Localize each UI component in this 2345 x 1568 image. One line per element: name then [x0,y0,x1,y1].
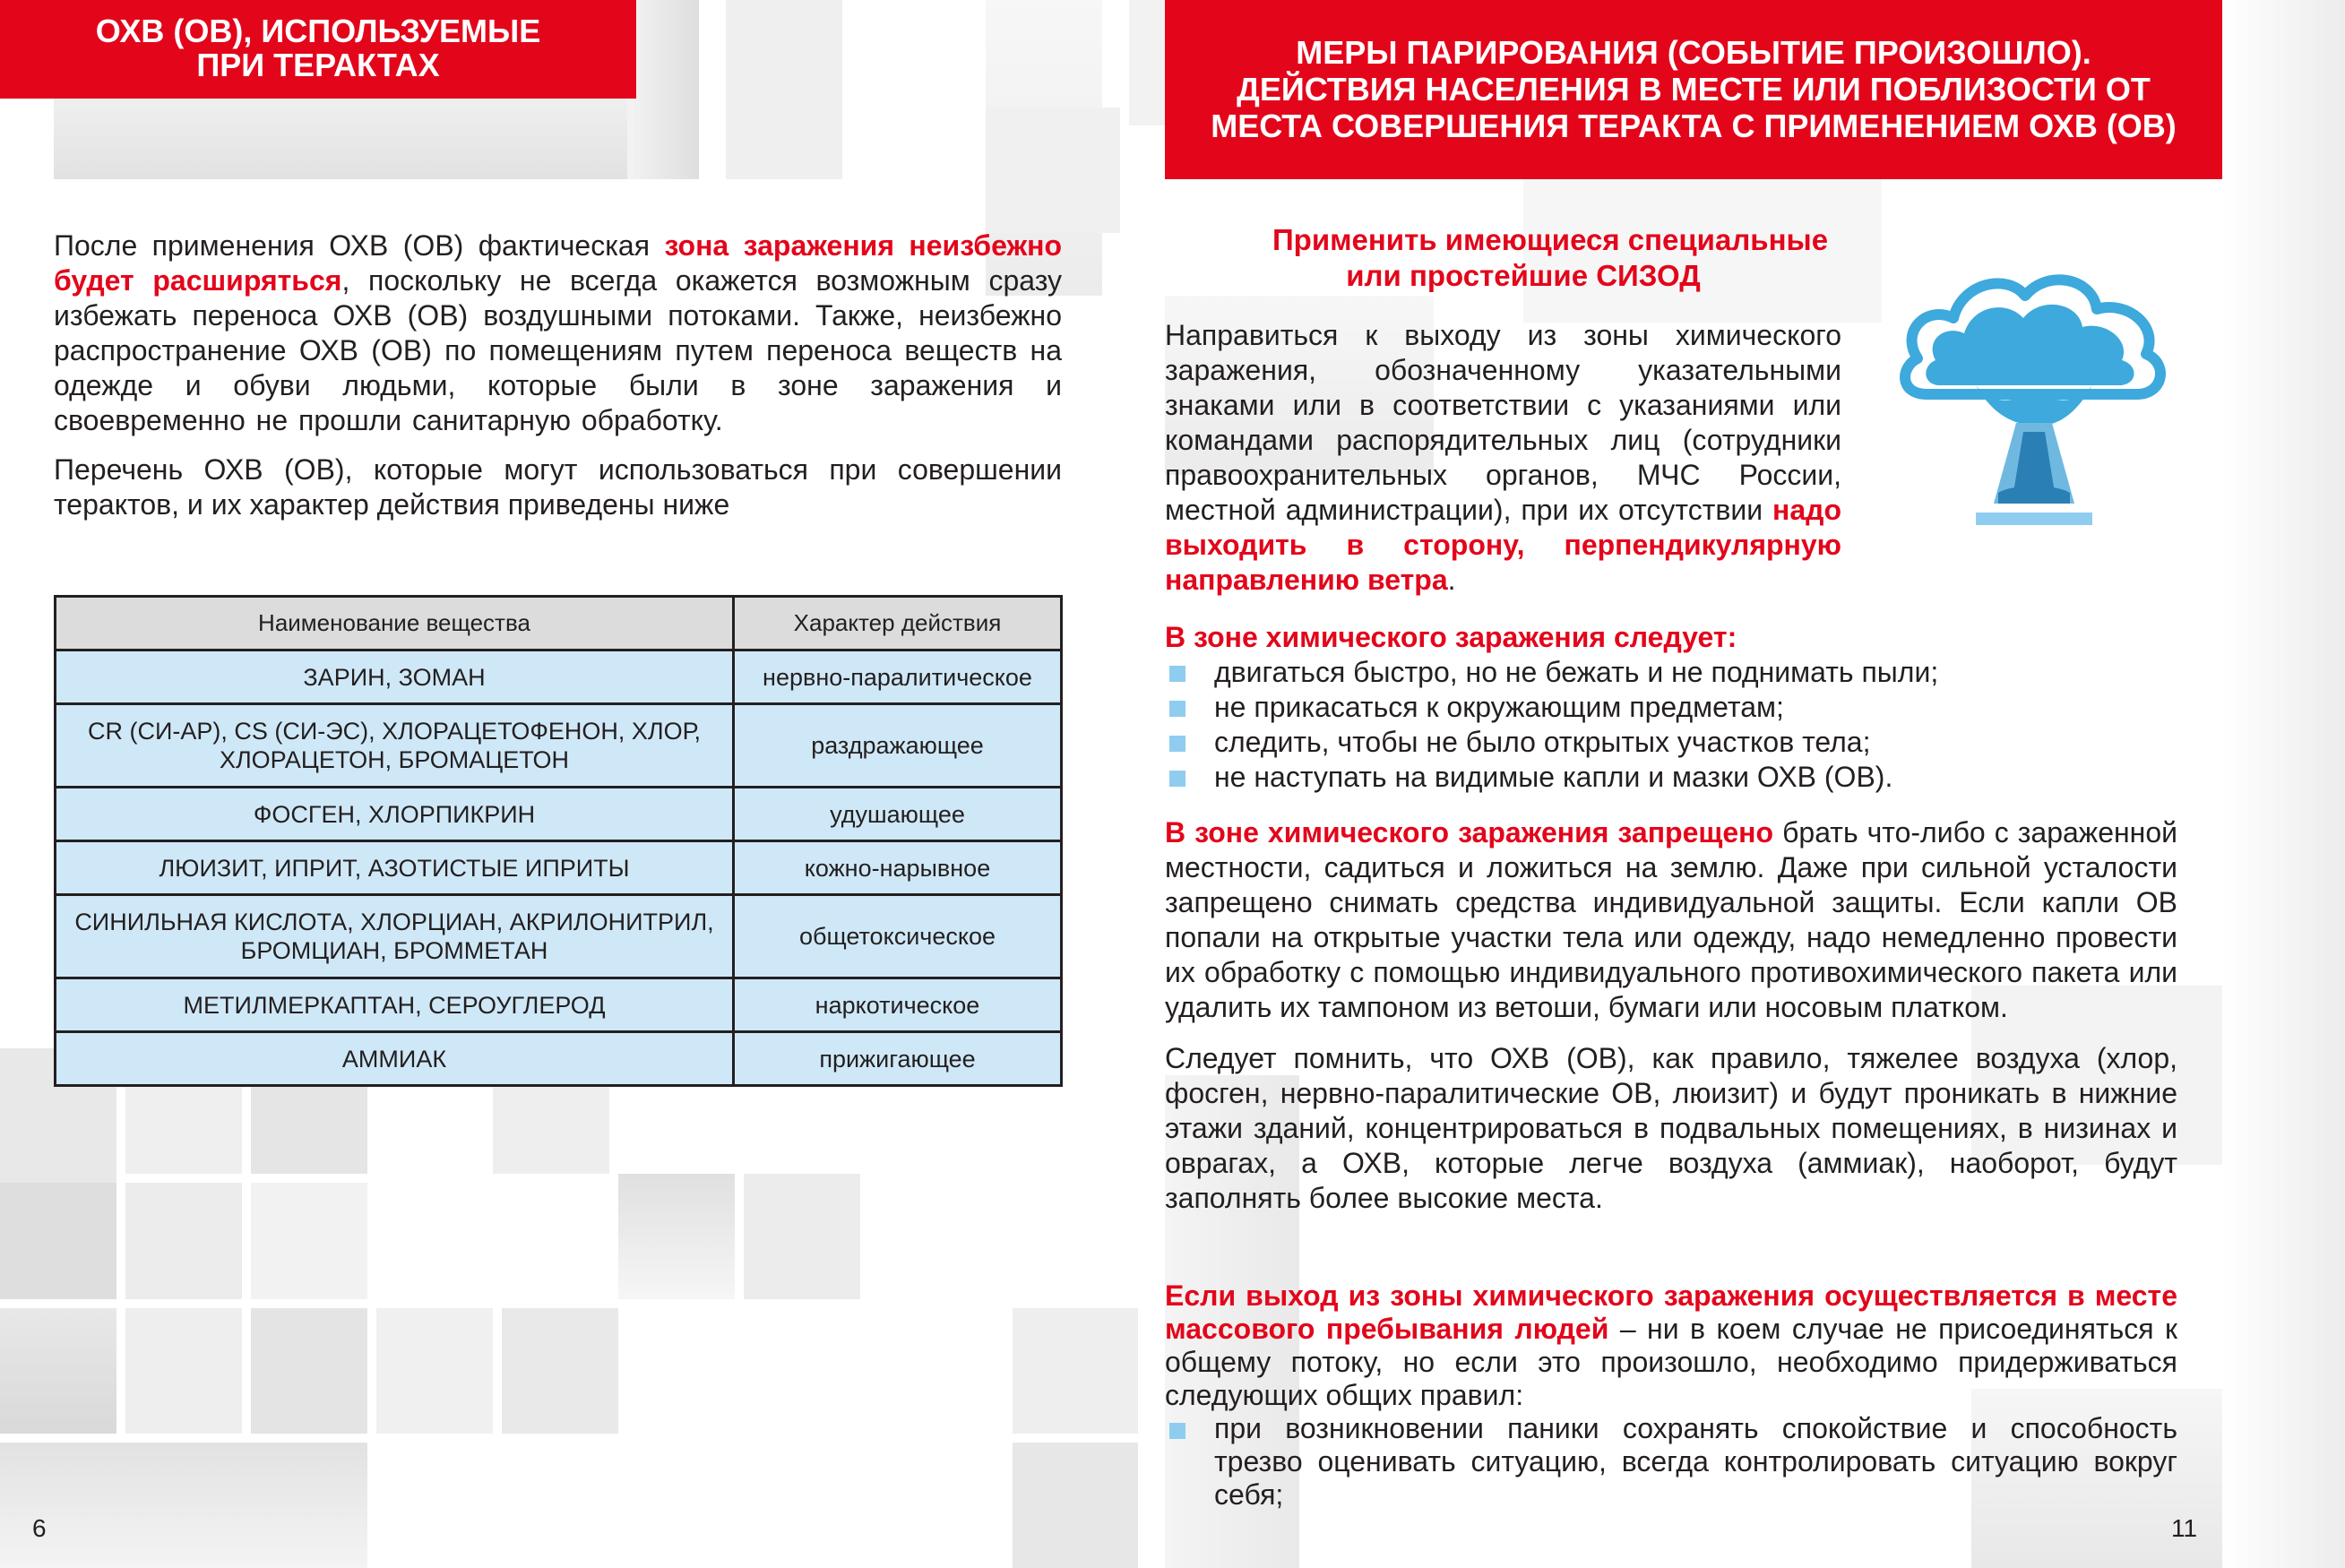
table-row [56,978,1062,1032]
list-item: не наступать на видимые капли и мазки ОХВ (ОВ). [1165,760,2186,795]
list-item: не прикасаться к окружающим предметам; [1165,690,2186,725]
page-number: 6 [32,1514,47,1542]
list-item: двигаться быстро, но не бежать и не поднимать пыли; [1165,655,2186,690]
header-line: МЕСТА СОВЕРШЕНИЯ ТЕРАКТА С ПРИМЕНЕНИЕМ ОХВ (ОВ) [1211,108,2177,144]
substance-cell: CR (СИ-АР), CS (СИ-ЭС), ХЛОРАЦЕТОФЕНОН, ХЛОР, ХЛОРАЦЕТОН, БРОМАЦЕТОН [56,704,734,788]
forbidden-heading: В зоне химического заражения запрещено [1165,816,1774,849]
substance-cell: ЗАРИН, ЗОМАН [56,650,734,704]
spread-paragraph: После применения ОХВ (ОВ) фактическая зона заражения неизбежно будет расширяться, поскольку не всегда окажется возможным сразу избежать переноса ОХВ (ОВ) воздушными потоками. Также, неизбежно распространение ОХВ (ОВ) по помещениям путем переноса веществ на одежде и обуви людьми, которые были в зоне заражения и своевременно не прошли санитарную обработку. [54,229,1063,436]
page-number: 11 [2171,1514,2198,1542]
substance-cell: СИНИЛЬНАЯ КИСЛОТА, ХЛОРЦИАН, АКРИЛОНИТРИЛ, БРОМЦИАН, БРОММЕТАН [56,895,734,978]
action-cell: раздражающее [734,704,1062,788]
crowd-section: Если выход из зоны химического заражения осуществляется в месте массового пребывания людей – ни в коем случае не присоединяться к общему потоку, но если это произошло, необходимо придерживаться следующих общих правил: при возникновении паники сохранять спокойствие и способность трезво оценивать ситуацию, всегда контролировать ситуацию вокруг себя; [1165,1279,2178,1511]
bullet-square-icon [1169,1423,1185,1439]
header-line: МЕРЫ ПАРИРОВАНИЯ (СОБЫТИЕ ПРОИЗОШЛО). [1296,34,2091,71]
should-section [1165,620,2186,795]
table-row [56,704,1062,788]
crowd-heading: Если выход из зоны химического заражения осуществляется в месте массового пребывания людей [1165,1279,2177,1345]
action-cell: удушающее [734,788,1062,841]
substance-cell: МЕТИЛМЕРКАПТАН, СЕРОУГЛЕРОД [56,978,734,1032]
right-page-header [1165,0,2222,179]
sizod-heading: Применить имеющиеся специальные или простейшие СИЗОД [1272,223,1829,292]
list-item: следить, чтобы не было открытых участков тела; [1165,725,2186,760]
should-heading: В зоне химического заражения следует: [1165,621,1737,653]
table-row [56,841,1062,895]
remember-paragraph: Следует помнить, что ОХВ (ОВ), как правило, тяжелее воздуха (хлор, фосген, нервно-паралитические ОВ, люизит) и будут проникать в нижние этажи зданий, концентрироваться в подвальных помещениях, в низинах и оврагах, а ОХВ, которые легче воздуха (аммиак), наоборот, будут заполнять более высокие места. [1165,1042,2177,1214]
header-line: ДЕЙСТВИЯ НАСЕЛЕНИЯ В МЕСТЕ ИЛИ ПОБЛИЗОСТИ ОТ [1237,71,2151,108]
wind-warning: надо выходить в сторону, перпендикулярную направлению ветра [1165,494,1841,596]
bullet-square-icon [1169,771,1185,787]
list-intro-paragraph: Перечень ОХВ (ОВ), которые могут использоваться при совершении терактов, и их характер действия приведены ниже [54,453,1062,521]
list-item: при возникновении паники сохранять спокойствие и способность трезво оценивать ситуацию, всегда контролировать ситуацию вокруг себя; [1165,1412,2177,1512]
substances-table [54,595,1063,1087]
table-row [56,788,1062,841]
left-intro-text [54,228,1062,522]
should-list [1165,655,2186,795]
action-cell: прижигающее [734,1032,1062,1086]
action-cell: кожно-нарывное [734,841,1062,895]
column-header: Характер действия [734,597,1062,650]
mushroom-cloud-icon [1891,269,2177,538]
left-page-header [0,0,636,99]
table-row [56,1032,1062,1086]
action-cell: наркотическое [734,978,1062,1032]
bullet-square-icon [1169,701,1185,717]
exit-direction-text: Направиться к выходу из зоны химического заражения, обозначенному указательными знаками или в соответствии с указаниями или командами распорядительных лиц (сотрудники правоохранительных органов, МЧС России, местной администрации), при их отсутствии надо выходить в сторону, перпендикулярную направлению ветра. [1165,319,1841,596]
forbidden-section: В зоне химического заражения запрещено брать что-либо с зараженной местности, садиться и ложиться на землю. Даже при сильной усталости запрещено снимать средства индивидуальной защиты. Если капли ОВ попали на открытые участки тела или одежду, надо немедленно провести их обработку с помощью индивидуального противохимического пакета или удалить их тампоном из ветоши, бумаги или носовым платком. Следует помнить, что ОХВ (ОВ), как правило, тяжелее воздуха (хлор, фосген, нервно-паралитические ОВ, люизит) и будут проникать в нижние этажи зданий, концентрироваться в подвальных помещениях, в низинах и оврагах, а ОХВ, которые легче воздуха (аммиак), наоборот, будут заполнять более высокие места. [1165,816,2178,1214]
action-cell: общетоксическое [734,895,1062,978]
bullet-square-icon [1169,666,1185,682]
header-line: ОХВ (ОВ), ИСПОЛЬЗУЕМЫЕ [95,13,541,49]
bullet-square-icon [1169,736,1185,752]
crowd-list [1165,1412,2177,1512]
table-header-row [56,597,1062,650]
column-header: Наименование вещества [56,597,734,650]
action-cell: нервно-паралитическое [734,650,1062,704]
substance-cell: АММИАК [56,1032,734,1086]
table-row [56,650,1062,704]
substance-cell: ФОСГЕН, ХЛОРПИКРИН [56,788,734,841]
table-row [56,895,1062,978]
substance-cell: ЛЮИЗИТ, ИПРИТ, АЗОТИСТЫЕ ИПРИТЫ [56,841,734,895]
header-line: ПРИ ТЕРАКТАХ [196,47,440,83]
spread-warning: зона заражения неизбежно будет расширяться [54,229,1062,297]
